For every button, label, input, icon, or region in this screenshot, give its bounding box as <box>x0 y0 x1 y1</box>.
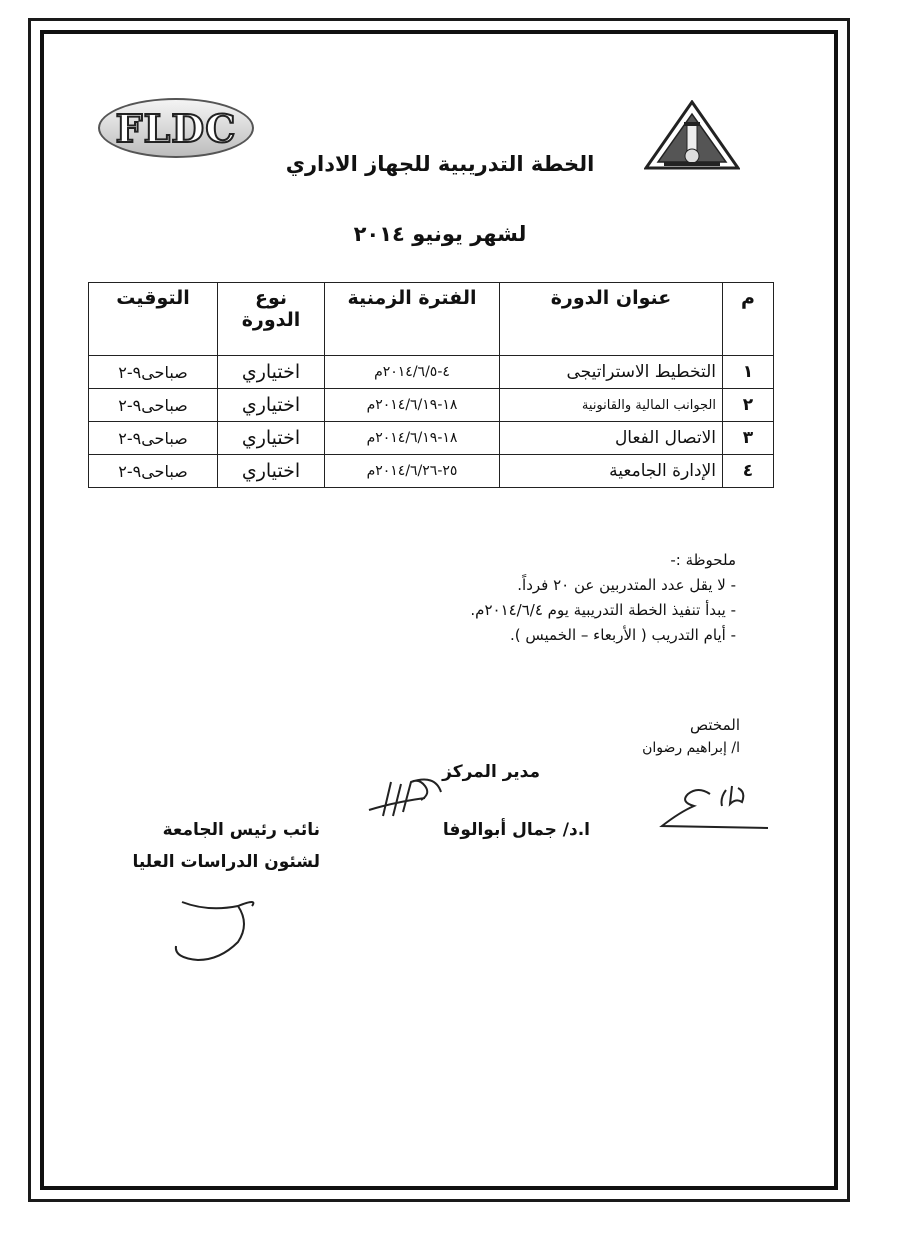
cell-timing: صباحى٩-٢ <box>89 455 218 488</box>
vice-president-signature-icon <box>168 888 268 966</box>
director-signature-icon <box>365 772 445 822</box>
vice-president-title: نائب رئيس الجامعة <box>162 820 320 840</box>
note-item: - لا يقل عدد المتدربين عن ٢٠ فرداً. <box>517 576 736 594</box>
cell-num: ٢ <box>723 389 774 422</box>
table-header-row <box>89 283 774 356</box>
table-row <box>89 422 774 455</box>
notes-section <box>360 548 736 648</box>
page-subtitle: لشهر يونيو ٢٠١٤ <box>353 222 527 246</box>
cell-course-type: اختياري <box>218 389 325 422</box>
cell-course-title: الاتصال الفعال <box>500 422 723 455</box>
training-plan-table <box>88 282 774 488</box>
cell-course-type: اختياري <box>218 422 325 455</box>
cell-timing: صباحى٩-٢ <box>89 389 218 422</box>
cell-num: ٣ <box>723 422 774 455</box>
header-period: الفترة الزمنية <box>325 283 500 356</box>
notes-heading: ملحوظة :- <box>670 551 736 569</box>
cell-period: ١٨-٢٠١٤/٦/١٩م <box>325 422 500 455</box>
cell-timing: صباحى٩-٢ <box>89 356 218 389</box>
specialist-title: المختص <box>690 716 740 734</box>
cell-course-title: التخطيط الاستراتيجى <box>500 356 723 389</box>
cell-course-type: اختياري <box>218 455 325 488</box>
university-logo-icon <box>644 100 740 172</box>
cell-period: ١٨-٢٠١٤/٦/١٩م <box>325 389 500 422</box>
note-item: - يبدأ تنفيذ الخطة التدريبية يوم ٢٠١٤/٦/٤م. <box>470 601 736 619</box>
specialist-signature-icon <box>650 768 770 840</box>
cell-period: ٢٥-٢٠١٤/٦/٢٦م <box>325 455 500 488</box>
header-num: م <box>723 283 774 356</box>
table-row <box>89 455 774 488</box>
vice-president-department: لشئون الدراسات العليا <box>132 852 320 872</box>
cell-timing: صباحى٩-٢ <box>89 422 218 455</box>
director-name: ا.د/ جمال أبوالوفا <box>442 820 590 840</box>
cell-course-type: اختياري <box>218 356 325 389</box>
fldc-logo-text: FLDC <box>115 105 237 151</box>
cell-course-title: الجوانب المالية والقانونية <box>500 389 723 422</box>
table-row <box>89 356 774 389</box>
cell-num: ١ <box>723 356 774 389</box>
cell-course-title: الإدارة الجامعية <box>500 455 723 488</box>
header-course-title: عنوان الدورة <box>500 283 723 356</box>
specialist-name: ا/ إبراهيم رضوان <box>642 740 740 756</box>
header-course-type: نوع الدورة <box>218 283 325 356</box>
fldc-logo <box>98 98 254 158</box>
note-item: - أيام التدريب ( الأربعاء – الخميس ). <box>510 626 736 644</box>
cell-period: ٤-٢٠١٤/٦/٥م <box>325 356 500 389</box>
director-title: مدير المركز <box>442 762 540 782</box>
header-timing: التوقيت <box>89 283 218 356</box>
table-row <box>89 389 774 422</box>
cell-num: ٤ <box>723 455 774 488</box>
page-title: الخطة التدريبية للجهاز الاداري <box>285 152 595 176</box>
